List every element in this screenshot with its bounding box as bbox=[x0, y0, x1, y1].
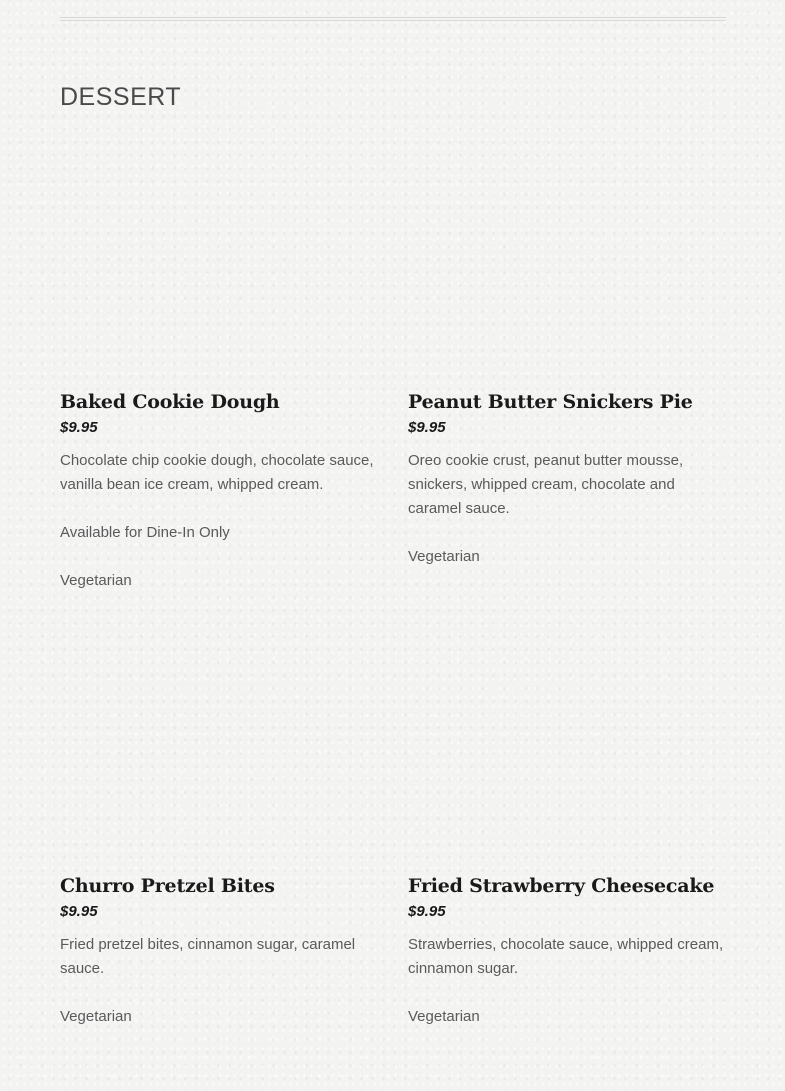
item-price: $9.95 bbox=[60, 419, 98, 436]
item-name[interactable]: Baked Cookie Dough bbox=[60, 391, 280, 413]
item-image-placeholder bbox=[408, 674, 726, 874]
item-image-placeholder bbox=[408, 190, 726, 390]
item-description: Strawberries, chocolate sauce, whipped cream, cinnamon sugar. bbox=[408, 936, 724, 977]
item-availability-note: Available for Dine-In Only bbox=[60, 524, 230, 541]
item-dietary-tag: Vegetarian bbox=[60, 572, 132, 589]
item-name[interactable]: Fried Strawberry Cheesecake bbox=[408, 875, 715, 897]
section-divider bbox=[60, 17, 726, 21]
item-image-placeholder bbox=[60, 674, 378, 874]
item-dietary-tag: Vegetarian bbox=[60, 1008, 132, 1025]
item-description: Chocolate chip cookie dough, chocolate sauce, vanilla bean ice cream, whipped cream. bbox=[60, 452, 374, 493]
item-image-placeholder bbox=[60, 190, 378, 390]
item-dietary-tag: Vegetarian bbox=[408, 1008, 480, 1025]
menu-item-peanut-butter-snickers-pie[interactable] bbox=[408, 190, 726, 569]
item-name[interactable]: Churro Pretzel Bites bbox=[60, 875, 275, 897]
item-description: Oreo cookie crust, peanut butter mousse, snickers, whipped cream, chocolate and caramel sauce. bbox=[408, 452, 684, 517]
item-name[interactable]: Peanut Butter Snickers Pie bbox=[408, 391, 693, 413]
item-price: $9.95 bbox=[60, 903, 98, 920]
item-price: $9.95 bbox=[408, 903, 446, 920]
menu-item-baked-cookie-dough[interactable] bbox=[60, 190, 378, 593]
item-description: Fried pretzel bites, cinnamon sugar, caramel sauce. bbox=[60, 936, 356, 977]
menu-item-fried-strawberry-cheesecake[interactable] bbox=[408, 674, 726, 1029]
section-title: DESSERT bbox=[60, 83, 182, 111]
menu-item-churro-pretzel-bites[interactable] bbox=[60, 674, 378, 1029]
item-price: $9.95 bbox=[408, 419, 446, 436]
item-dietary-tag: Vegetarian bbox=[408, 548, 480, 565]
